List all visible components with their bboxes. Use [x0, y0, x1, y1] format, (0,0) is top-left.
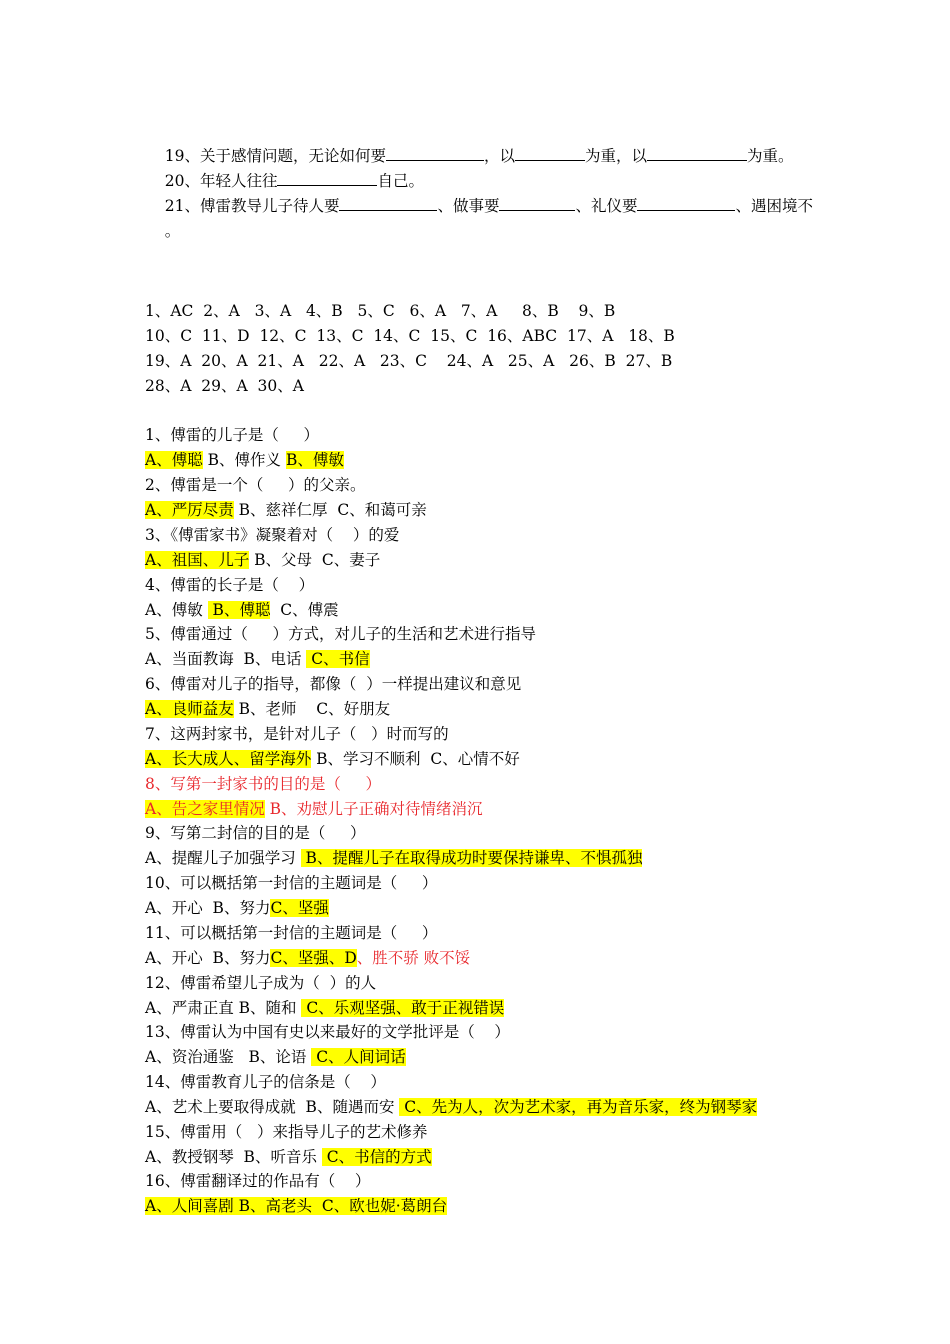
answer-blank: [637, 196, 735, 211]
mc-options-16: [145, 1196, 447, 1216]
option-text: A、提醒儿子加强学习: [145, 849, 301, 867]
option-text: A、傅敏: [145, 601, 208, 619]
q20-text-a: 20、年轻人往往: [164, 172, 278, 190]
q19-text-b: ，以: [483, 147, 515, 165]
option-text: A、严肃正直 B、随和: [145, 999, 302, 1017]
mc-options-12: [145, 998, 504, 1018]
option-text: A、艺术上要取得成就 B、随遇而安: [145, 1098, 400, 1116]
option-text: A、开心 B、努力: [145, 949, 271, 967]
fill-question-21-continuation: [145, 201, 180, 261]
mc-question-3: 3、《傅雷家书》凝聚着对（ ）的爱: [145, 526, 400, 544]
q19-text-a: 19、关于感情问题，无论如何要: [164, 147, 386, 165]
answer-blank: [339, 196, 437, 211]
option-text: B、傅作义: [202, 451, 286, 469]
mc-options-7: [145, 749, 520, 769]
mc-question-6: 6、傅雷对儿子的指导，都像（ ）一样提出建议和意见: [145, 675, 522, 693]
q21-text-a: 21、傅雷教导儿子待人要: [164, 197, 340, 215]
option-text: B、老师 C、好朋友: [233, 700, 391, 718]
mc-question-8: 8、写第一封家书的目的是（ ）: [145, 775, 381, 793]
answer-blank: [499, 196, 575, 211]
option-text: A、教授钢琴 B、听音乐: [145, 1148, 322, 1166]
mc-question-10: 10、可以概括第一封信的主题词是（ ）: [145, 874, 438, 892]
q20-text-b: 自己。: [377, 172, 424, 190]
highlighted-answer: C、坚强: [270, 899, 329, 917]
answer-blank: [647, 146, 747, 161]
answer-blank: [515, 146, 585, 161]
option-text: A、当面教诲 B、电话: [145, 650, 307, 668]
highlighted-answer: B、傅聪: [207, 601, 271, 619]
mc-question-15: 15、傅雷用（ ）来指导儿子的艺术修养: [145, 1123, 428, 1141]
answer-key-row-2: 10、C 11、D 12、C 13、C 14、C 15、C 16、ABC 17、A 18、B: [145, 327, 675, 345]
answer-key-row-1: 1、AC 2、A 3、A 4、B 5、C 6、A 7、A 8、B 9、B: [145, 302, 616, 320]
mc-options-4: [145, 600, 339, 620]
mc-options-2: [145, 500, 427, 520]
highlighted-answer: A、严厉尽责: [145, 501, 234, 519]
highlighted-answer-text: C、坚强、D: [270, 949, 357, 967]
q19-text-d: 为重。: [746, 147, 794, 165]
highlighted-answer: B、傅敏: [285, 451, 344, 469]
mc-options-3: [145, 550, 380, 570]
mc-options-8: [145, 799, 483, 819]
highlighted-answer: C、先为人，次为艺术家，再为音乐家，终为钢琴家: [399, 1098, 758, 1116]
highlighted-answer: C、人间词话: [311, 1048, 406, 1066]
highlighted-answer: C、书信的方式: [321, 1148, 432, 1166]
highlighted-answer: A、告之家里情况: [145, 800, 265, 818]
mc-question-9: 9、写第二封信的目的是（ ）: [145, 824, 366, 842]
mc-options-9: [145, 848, 642, 868]
option-text-red: 、胜不骄 败不馁: [356, 949, 471, 967]
fill-question-21: [145, 176, 813, 236]
highlighted-answer: A、良师益友: [145, 700, 234, 718]
q21-text-e: 。: [164, 222, 181, 240]
highlighted-answer: A、傅聪: [145, 451, 203, 469]
mc-question-11: 11、可以概括第一封信的主题词是（ ）: [145, 924, 438, 942]
mc-question-1: 1、傅雷的儿子是（ ）: [145, 426, 319, 444]
option-text: A、资治通鉴 B、论语: [145, 1048, 312, 1066]
mc-options-14: [145, 1097, 757, 1117]
highlighted-answer: C、书信: [306, 650, 370, 668]
mc-question-5: 5、傅雷通过（ ）方式，对儿子的生活和艺术进行指导: [145, 625, 536, 643]
mc-question-13: 13、傅雷认为中国有史以来最好的文学批评是（ ）: [145, 1023, 510, 1041]
highlighted-answer: B、提醒儿子在取得成功时要保持谦卑、不惧孤独: [300, 849, 643, 867]
mc-question-2: 2、傅雷是一个（ ）的父亲。: [145, 476, 366, 494]
option-text: C、傅震: [270, 601, 339, 619]
mc-question-14: 14、傅雷教育儿子的信条是（ ）: [145, 1073, 386, 1091]
highlighted-answer: A、人间喜剧 B、高老头 C、欧也妮·葛朗台: [145, 1197, 448, 1215]
mc-question-12: 12、傅雷希望儿子成为（ ）的人: [145, 974, 377, 992]
option-text: B、慈祥仁厚 C、和蔼可亲: [233, 501, 427, 519]
mc-options-10: [145, 898, 329, 918]
q21-text-c: 、礼仪要: [575, 197, 638, 215]
option-text: B、劝慰儿子正确对待情绪消沉: [264, 800, 483, 818]
highlighted-answer: A、祖国、儿子: [145, 551, 250, 569]
mc-options-11: [145, 948, 470, 968]
highlighted-answer: [270, 949, 356, 967]
option-text: B、学习不顺利 C、心情不好: [311, 750, 520, 768]
mc-options-13: [145, 1047, 406, 1067]
q19-text-c: 为重，以: [584, 147, 647, 165]
highlighted-answer: C、乐观坚强、敢于正视错误: [301, 999, 505, 1017]
q21-text-d: 、遇困境不: [735, 197, 813, 215]
mc-options-5: [145, 649, 370, 669]
mc-question-4: 4、傅雷的长子是（ ）: [145, 576, 315, 594]
answer-key-row-3: 19、A 20、A 21、A 22、A 23、C 24、A 25、A 26、B 27、B: [145, 352, 673, 370]
mc-options-15: [145, 1147, 432, 1167]
mc-question-7: 7、这两封家书，是针对儿子（ ）时而写的: [145, 725, 449, 743]
answer-key-row-4: 28、A 29、A 30、A: [145, 377, 304, 395]
mc-question-16: 16、傅雷翻译过的作品有（ ）: [145, 1172, 371, 1190]
q21-text-b: 、做事要: [437, 197, 500, 215]
highlighted-answer: A、长大成人、留学海外: [145, 750, 312, 768]
option-text: B、父母 C、妻子: [249, 551, 381, 569]
mc-options-1: [145, 450, 344, 470]
mc-options-6: [145, 699, 390, 719]
option-text: A、开心 B、努力: [145, 899, 271, 917]
